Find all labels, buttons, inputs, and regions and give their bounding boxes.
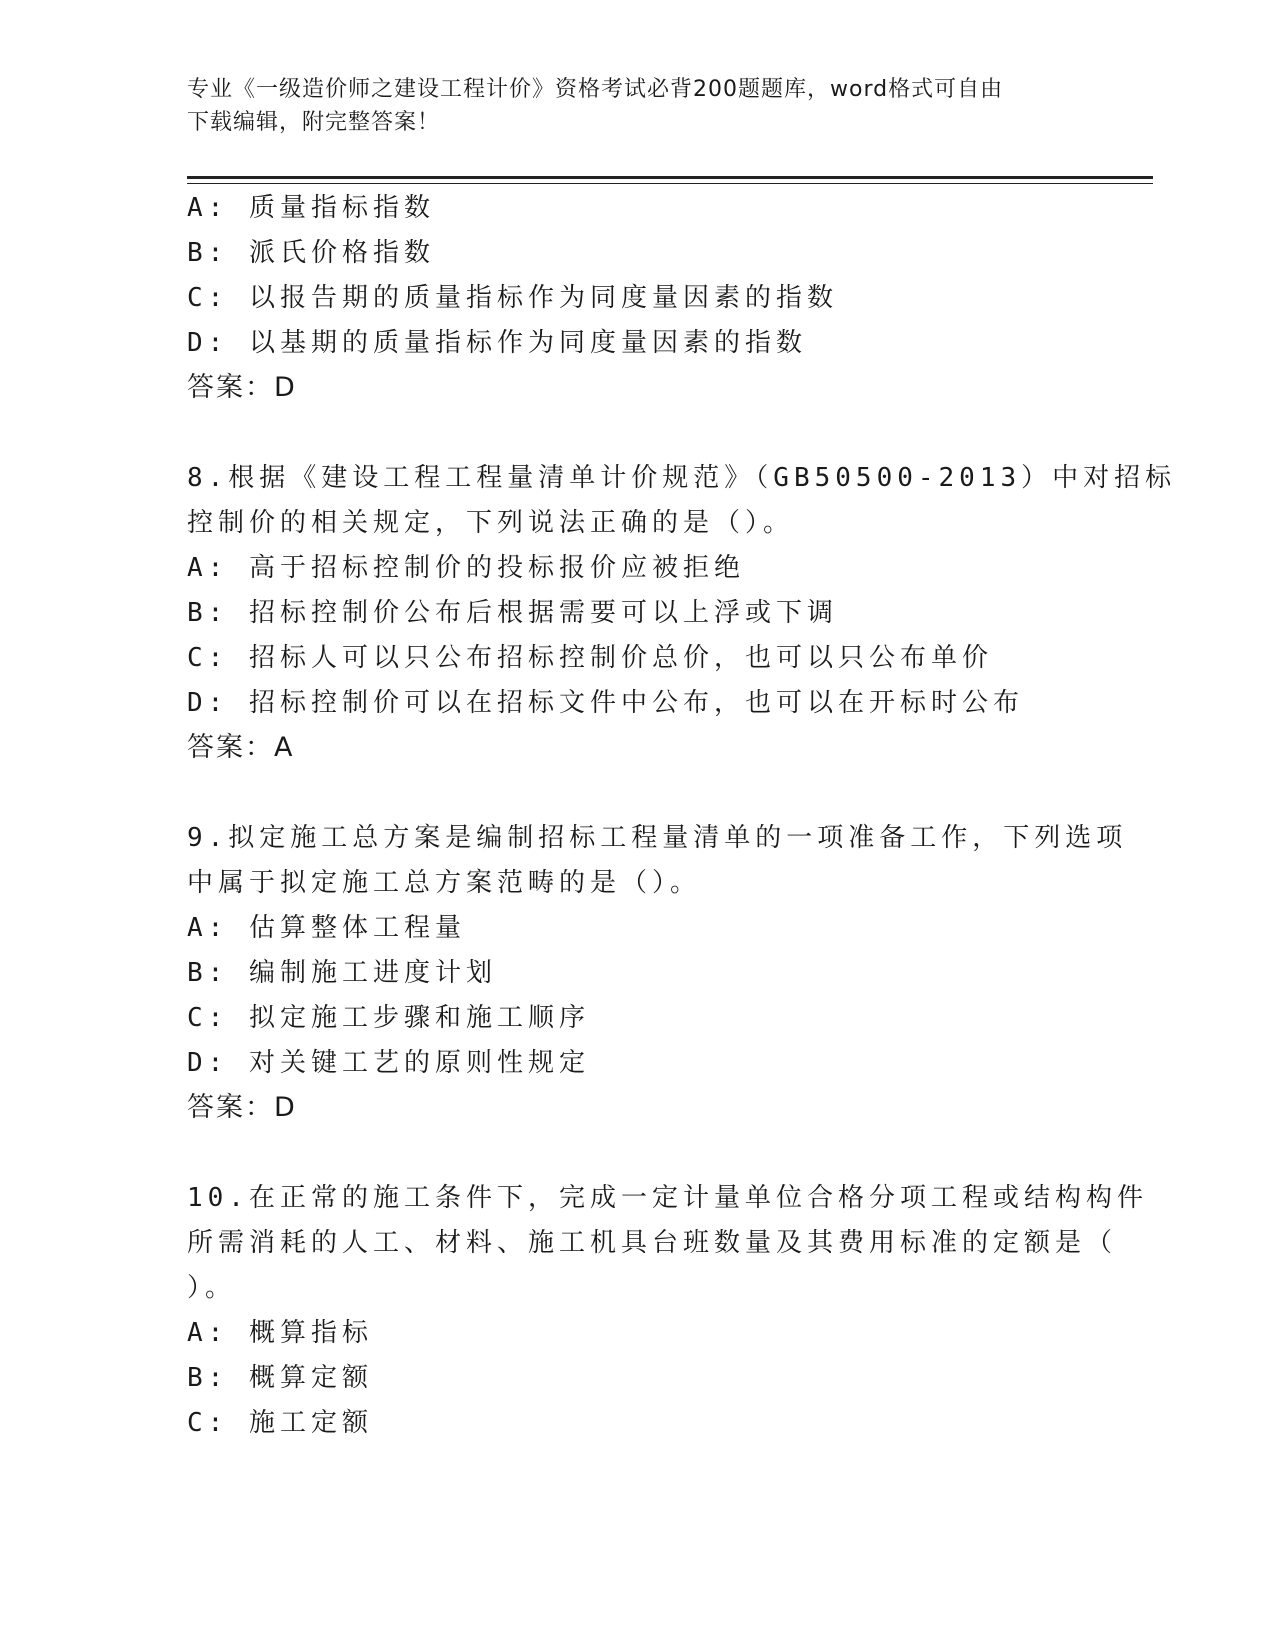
q9-option-c: C: 拟定施工步骤和施工顺序 — [187, 1003, 590, 1033]
q7-option-c: C: 以报告期的质量指标作为同度量因素的指数 — [187, 283, 838, 313]
q10-stem-line-3: ）。 — [187, 1273, 237, 1303]
q10-option-c: C: 施工定额 — [187, 1408, 373, 1438]
q9-option-d: D: 对关键工艺的原则性规定 — [187, 1048, 590, 1078]
q7-option-a: A: 质量指标指数 — [187, 193, 435, 223]
q9-answer: 答案：D — [187, 1092, 297, 1123]
q7-answer: 答案：D — [187, 372, 297, 403]
q9-option-a: A: 估算整体工程量 — [187, 913, 466, 943]
q9-stem-line-2: 中属于拟定施工总方案范畴的是（）。 — [187, 868, 702, 898]
header-line-1: 专业《一级造价师之建设工程计价》资格考试必背200题题库，word格式可自由 — [187, 77, 1004, 102]
q10-option-b: B: 概算定额 — [187, 1363, 373, 1393]
q7-option-d: D: 以基期的质量指标作为同度量因素的指数 — [187, 328, 807, 358]
header-divider-thin — [187, 183, 1153, 184]
q8-stem-line-1: 8.根据《建设工程工程量清单计价规范》（GB50500-2013）中对招标 — [187, 463, 1177, 493]
q10-stem-line-2: 所需消耗的人工、材料、施工机具台班数量及其费用标准的定额是（ — [187, 1228, 1118, 1258]
q8-option-b: B: 招标控制价公布后根据需要可以上浮或下调 — [187, 598, 838, 628]
q8-option-a: A: 高于招标控制价的投标报价应被拒绝 — [187, 553, 745, 583]
q9-stem-line-1: 9.拟定施工总方案是编制招标工程量清单的一项准备工作，下列选项 — [187, 823, 1128, 853]
q9-option-b: B: 编制施工进度计划 — [187, 958, 497, 988]
q10-option-a: A: 概算指标 — [187, 1318, 373, 1348]
q8-answer: 答案：A — [187, 732, 295, 763]
header-line-2: 下载编辑，附完整答案！ — [187, 110, 441, 135]
q8-stem-line-2: 控制价的相关规定，下列说法正确的是（）。 — [187, 508, 795, 538]
q8-option-d: D: 招标控制价可以在招标文件中公布，也可以在开标时公布 — [187, 688, 1024, 718]
q8-option-c: C: 招标人可以只公布招标控制价总价，也可以只公布单价 — [187, 643, 993, 673]
q7-option-b: B: 派氏价格指数 — [187, 238, 435, 268]
header-divider-thick — [187, 176, 1153, 179]
document-header — [187, 73, 1067, 139]
q10-stem-line-1: 10.在正常的施工条件下，完成一定计量单位合格分项工程或结构构件 — [187, 1183, 1148, 1213]
